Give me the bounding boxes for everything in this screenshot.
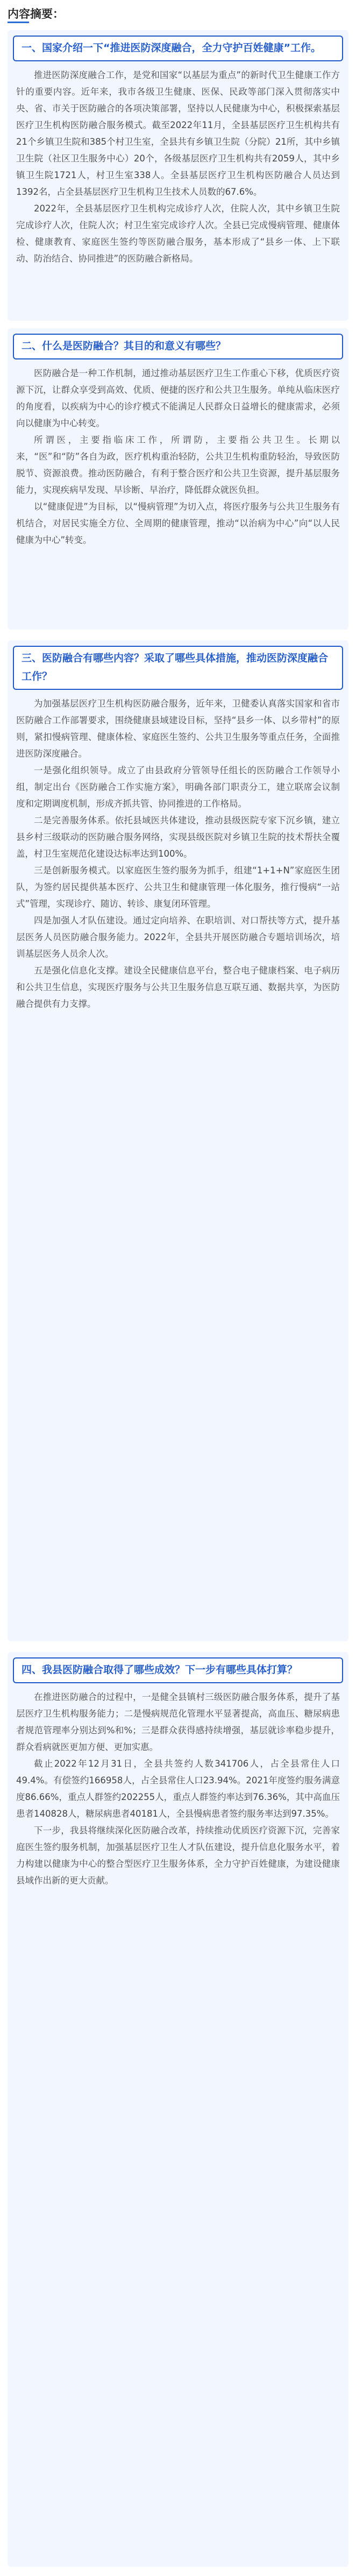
section-4-paragraph: 下一步，我县将继续深化医防融合改革，持续推动优质医疗资源下沉，完善家庭医生签约服务机制，加强基层医疗卫生人才队伍建设，提升信息化服务水平，着力构建以健康为中心的整合型医疗卫生服务体系，全力守护百姓健康，为建设健康县域作出新的更大贡献。 <box>16 1825 340 1886</box>
section-4-paragraph: 在推进医防融合的过程中，一是健全县镇村三级医防融合服务体系，提升了基层医疗卫生机构服务能力；二是慢病规范化管理水平显著提高，高血压、糖尿病患者规范管理率分别达到%和%；三是群众获得感持续增强，基层就诊率稳步提升，群众看病就医更加方便、更加实惠。 <box>16 1692 340 1752</box>
section-3-paragraph: 为加强基层医疗卫生机构医防融合服务，近年来，卫健委认真落实国家和省市医防融合工作部署要求，围绕健康县域建设目标，坚持“县乡一体、以乡带村”的原则，紧扣慢病管理、健康体检、家庭医生签约、公共卫生服务等重点任务，全面推进医防深度融合。 <box>16 698 340 759</box>
section-2-paragraph: 医防融合是一种工作机制，通过推动基层医疗卫生工作重心下移，优质医疗资源下沉，让群众享受到高效、优质、便捷的医疗和公共卫生服务。单纯从临床医疗的角度看，以疾病为中心的诊疗模式不能满足人民群众日益增长的健康需求，必须向以健康为中心转变。 <box>16 368 340 428</box>
summary-title: 内容摘要： <box>8 5 64 22</box>
section-3-card <box>8 640 348 1641</box>
section-4-card <box>8 1652 348 2567</box>
section-1-paragraph: 推进医防深度融合工作，是党和国家“以基层为重点”的新时代卫生健康工作方针的重要内容。近年来，我市各级卫生健康、医保、民政等部门深入贯彻落实中央、省、市关于医防融合的各项决策部署，坚持以人民健康为中心，积极探索基层医疗卫生机构医防融合服务模式。截至2022年11月，全县基层医疗卫生机构共有21个乡镇卫生院和385个村卫生室，全县共有乡镇卫生院（分院）21所，其中乡镇卫生院（社区卫生服务中心）20个，各级基层医疗卫生机构共有2059人，其中乡镇卫生院1721人，村卫生室338人。全县基层医疗卫生机构医防融合人员达到1392名，占全县基层医疗卫生机构卫生技术人员数的67.6%。 <box>16 70 340 197</box>
section-2-paragraph: 以“健康促进”为目标，以“慢病管理”为切入点，将医疗服务与公共卫生服务有机结合，对居民实施全方位、全周期的健康管理，推动“以治病为中心”向“以人民健康为中心”转变。 <box>16 502 340 545</box>
section-3-paragraph: 一是强化组织领导。成立了由县政府分管领导任组长的医防融合工作领导小组，制定出台《医防融合工作实施方案》，明确各部门职责分工，建立联席会议制度和定期调度机制，形成齐抓共管、协同推进的工作格局。 <box>16 765 340 809</box>
section-3-paragraph: 二是完善服务体系。依托县域医共体建设，推动县级医院专家下沉乡镇，建立县乡村三级联动的医防融合服务网络，实现县级医院对乡镇卫生院的技术帮扶全覆盖，村卫生室规范化建设达标率达到100%。 <box>16 815 340 859</box>
section-3-paragraph: 五是强化信息化支撑。建设全民健康信息平台，整合电子健康档案、电子病历和公共卫生信息，实现医疗服务与公共卫生服务信息互联互通、数据共享，为医防融合提供有力支撑。 <box>16 965 340 1009</box>
section-4-paragraph: 截止2022年12月31日，全县共签约人数341706人，占全县常住人口49.4%。有偿签约166958人，占全县常住人口23.94%。2021年度签约服务满意度86.66%，重点人群签约202255人，重点人群签约率达到76.36%，其中高血压患者140828人，糖尿病患者40181人，全县慢病患者签约服务率达到97.35%。 <box>16 1759 340 1819</box>
section-2-heading: 二、什么是医防融合？其目的和意义有哪些？ <box>13 334 343 359</box>
section-3-heading: 三、医防融合有哪些内容？采取了哪些具体措施，推动医防深度融合工作？ <box>13 646 343 690</box>
section-2-paragraph: 所谓医，主要指临床工作，所谓防，主要指公共卫生。长期以来，“医”和“防”各自为政，医疗机构重治轻防，公共卫生机构重防轻治，导致医防脱节、资源浪费。推动医防融合，有利于整合医疗和公共卫生资源，提升基层服务能力，实现疾病早发现、早诊断、早治疗，降低群众就医负担。 <box>16 435 340 495</box>
section-3-paragraph: 四是加强人才队伍建设。通过定向培养、在职培训、对口帮扶等方式，提升基层医务人员医防融合服务能力。2022年，全县共开展医防融合专题培训场次，培训基层医务人员余人次。 <box>16 915 340 959</box>
section-3-paragraph: 三是创新服务模式。以家庭医生签约服务为抓手，组建“1+1+N”家庭医生团队，为签约居民提供基本医疗、公共卫生和健康管理一体化服务，推行慢病“一站式”管理，实现诊疗、随访、转诊、康复闭环管理。 <box>16 865 340 909</box>
section-1-paragraph: 2022年，全县基层医疗卫生机构完成诊疗人次，住院人次，其中乡镇卫生院完成诊疗人次，住院人次；村卫生室完成诊疗人次。全县已完成慢病管理、健康体检、健康教育、家庭医生签约等医防融合服务，基本形成了“县乡一体、上下联动、防治结合、协同推进”的医防融合新格局。 <box>16 203 340 264</box>
section-1-heading: 一、国家介绍一下“推进医防深度融合，全力守护百姓健康”工作。 <box>13 36 343 61</box>
section-2-card <box>8 328 348 630</box>
section-1-card <box>8 30 348 321</box>
section-4-heading: 四、我县医防融合取得了哪些成效？下一步有哪些具体打算？ <box>13 1657 343 1683</box>
